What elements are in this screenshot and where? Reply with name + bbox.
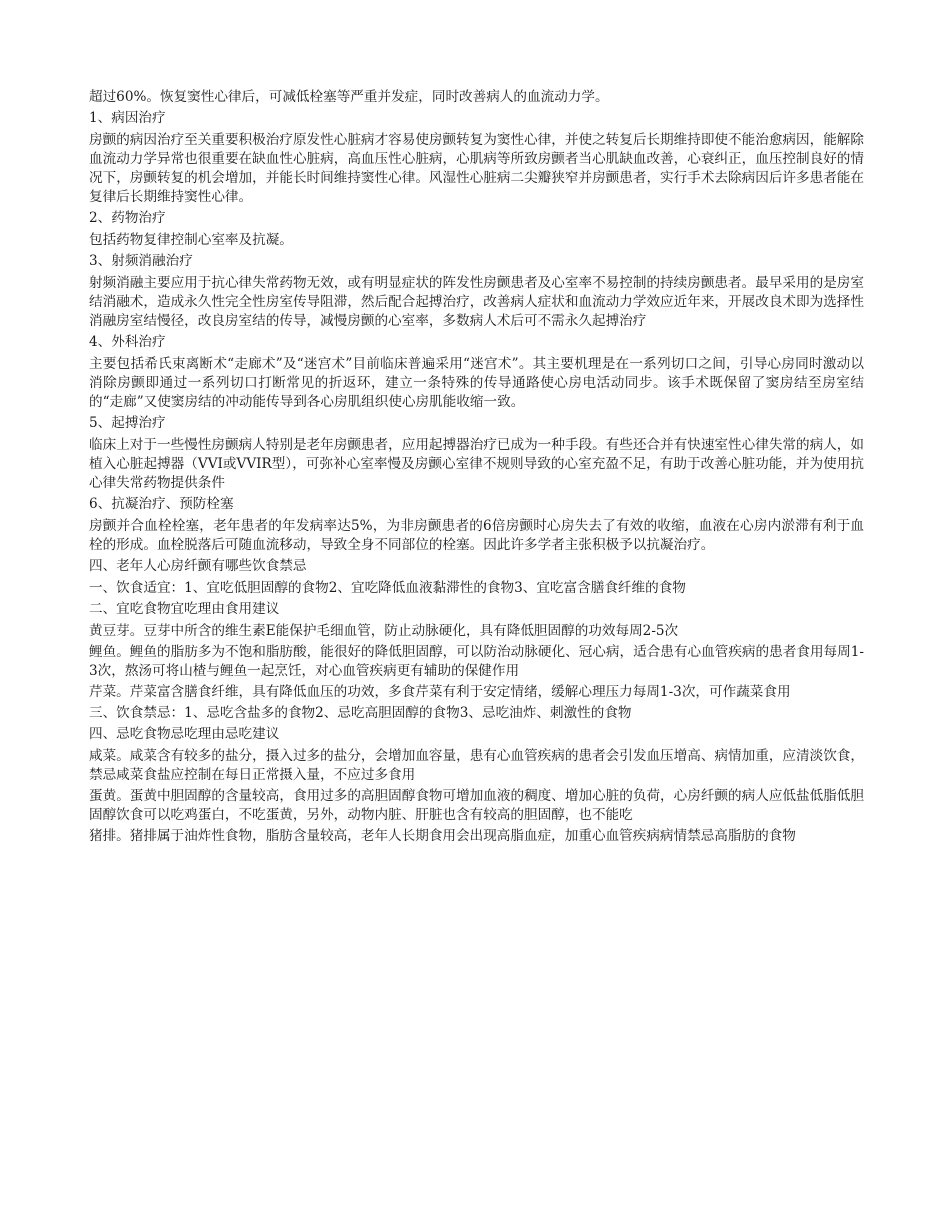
paragraph-drug: 包括药物复律控制心室率及抗凝。	[89, 232, 293, 248]
paragraph-celery: 芹菜。芹菜富含膳食纤维，具有降低血压的功效，多食芹菜有利于安定情绪，缓解心理压力每周1-3次，可作蔬菜食用	[89, 684, 791, 700]
intro-paragraph: 超过60%。恢复窦性心律后，可减低栓塞等严重并发症，同时改善病人的血流动力学。	[89, 89, 609, 105]
paragraph-pacing: 临床上对于一些慢性房颤病人特别是老年房颤患者，应用起搏器治疗已成为一种手段。有些还合并有快速室性心律失常的病人，如植入心脏起搏器（VVI或VVIR型），可弥补心室率慢及房颤心室律不规则导致的心室充盈不足，有助于改善心脏功能，并为使用抗心律失常药物提供条件	[89, 437, 864, 491]
section-heading-recommended-foods: 二、宜吃食物宜吃理由食用建议	[89, 601, 280, 617]
section-heading-surgery: 4、外科治疗	[89, 334, 166, 350]
paragraph-ablation: 射频消融主要应用于抗心律失常药物无效，或有明显症状的阵发性房颤患者及心室率不易控制的持续房颤患者。最早采用的是房室结消融术，造成永久性完全性房室传导阻滞，然后配合起搏治疗，改善病人症状和血流动力学效应近年来，开展改良术即为选择性消融房室结慢径，改良房室结的传导，减慢房颤的心室率，多数病人术后可不需永久起搏治疗	[89, 275, 864, 329]
document-body	[89, 88, 864, 848]
paragraph-anticoagulation: 房颤并合血栓栓塞，老年患者的年发病率达5%，为非房颤患者的6倍房颤时心房失去了有效的收缩，血液在心房内淤滞有利于血栓的形成。血栓脱落后可随血流移动，导致全身不同部位的栓塞。因此许多学者主张积极予以抗凝治疗。	[89, 518, 864, 553]
paragraph-pork-chop: 猪排。猪排属于油炸性食物，脂肪含量较高，老年人长期食用会出现高脂血症，加重心血管疾病病情禁忌高脂肪的食物	[89, 828, 796, 844]
section-heading-etiology: 1、病因治疗	[89, 110, 166, 126]
paragraph-surgery: 主要包括希氏束离断术“走廊术”及“迷宫术”目前临床普遍采用“迷宫术”。其主要机理是在一系列切口之间，引导心房同时激动以消除房颤即通过一系列切口打断常见的折返环，建立一条特殊的传导通路使心房电活动同步。该手术既保留了窦房结至房室结的“走廊”又使窦房结的冲动能传导到各心房肌组织使心房肌能收缩一致。	[89, 356, 864, 410]
paragraph-egg-yolk: 蛋黄。蛋黄中胆固醇的含量较高，食用过多的高胆固醇食物可增加血液的稠度、增加心脏的负荷，心房纤颤的病人应低盐低脂低胆固醇饮食可以吃鸡蛋白，不吃蛋黄，另外，动物内脏、肝脏也含有较高的胆固醇，也不能吃	[89, 788, 864, 823]
section-heading-anticoagulation: 6、抗凝治疗、预防栓塞	[89, 496, 234, 512]
paragraph-carp: 鲤鱼。鲤鱼的脂肪多为不饱和脂肪酸，能很好的降低胆固醇，可以防治动脉硬化、冠心病，适合患有心血管疾病的患者食用每周1-3次，熬汤可将山楂与鲤鱼一起烹饪，对心血管疾病更有辅助的保健作用	[89, 644, 864, 679]
section-heading-ablation: 3、射频消融治疗	[89, 253, 193, 269]
section-heading-pacing: 5、起搏治疗	[89, 415, 166, 431]
paragraph-etiology: 房颤的病因治疗至关重要积极治疗原发性心脏病才容易使房颤转复为窦性心律，并使之转复后长期维持即使不能治愈病因，能解除血流动力学异常也很重要在缺血性心脏病，高血压性心脏病，心肌病等所致房颤者当心肌缺血改善，心衰纠正，血压控制良好的情况下，房颤转复的机会增加，并能长时间维持窦性心律。风湿性心脏病二尖瓣狭窄并房颤患者，实行手术去除病因后许多患者能在复律后长期维持窦性心律。	[89, 132, 864, 205]
paragraph-diet-taboo: 三、饮食禁忌：1、忌吃含盐多的食物2、忌吃高胆固醇的食物3、忌吃油炸、刺激性的食物	[89, 705, 632, 721]
paragraph-diet-suitable: 一、饮食适宜：1、宜吃低胆固醇的食物2、宜吃降低血液黏滞性的食物3、宜吃富含膳食纤维的食物	[89, 580, 686, 596]
paragraph-soybean-sprouts: 黄豆芽。豆芽中所含的维生素E能保护毛细血管，防止动脉硬化，具有降低胆固醇的功效每周2-5次	[89, 623, 679, 639]
section-heading-diet: 四、老年人心房纤颤有哪些饮食禁忌	[89, 558, 307, 574]
section-heading-drug: 2、药物治疗	[89, 210, 166, 226]
paragraph-pickles: 咸菜。咸菜含有较多的盐分，摄入过多的盐分，会增加血容量，患有心血管疾病的患者会引发血压增高、病情加重，应清淡饮食，禁忌咸菜食盐应控制在每日正常摄入量，不应过多食用	[89, 748, 864, 783]
section-heading-avoided-foods: 四、忌吃食物忌吃理由忌吃建议	[89, 726, 280, 742]
